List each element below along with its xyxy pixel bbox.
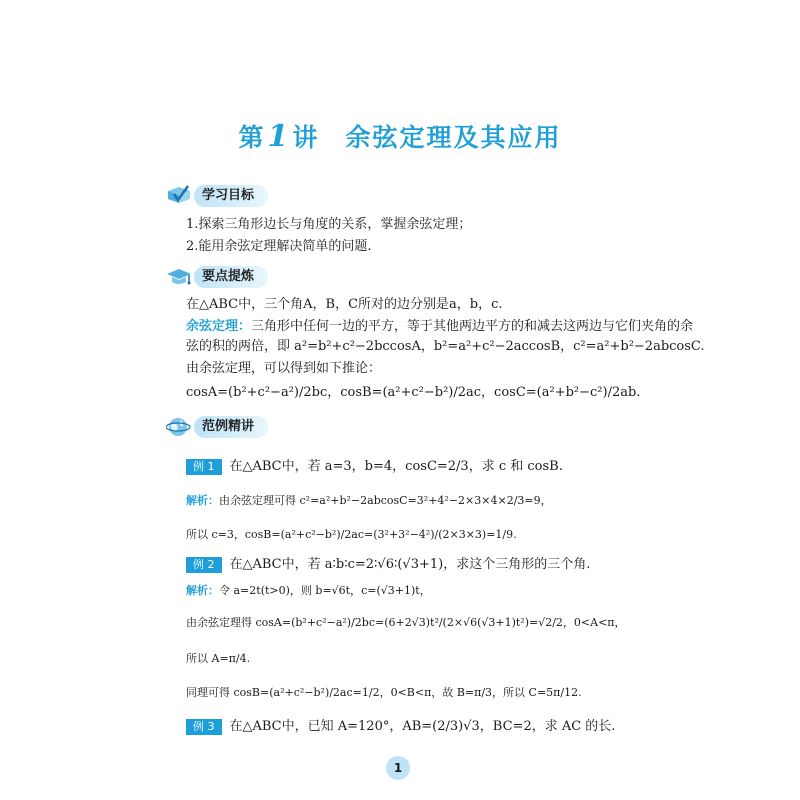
example-1-conclusion: 所以 c=3，cosB=(a²+c²−b²)/2ac=(3²+3²−4²)/(2×3×3)=1/9.: [186, 528, 517, 541]
section-header-goals: [166, 183, 268, 209]
title-prefix: 第: [238, 123, 266, 152]
theorem-formula: 弦的积的两倍，即 a²=b²+c²−2bccosA，b²=a²+c²−2accosB，c²=a²+b²−2abcosC.: [186, 339, 705, 354]
example-tag: 例 3: [186, 719, 222, 735]
title-suffix: 讲: [292, 123, 320, 152]
section-title: 范例精讲: [194, 416, 268, 438]
section-header-examples: [166, 414, 268, 440]
theorem-text: 三角形中任何一边的平方，等于其他两边平方的和减去这两边与它们夹角的余: [251, 319, 694, 334]
theorem-label: 余弦定理：: [186, 319, 252, 334]
example-1-question: [186, 458, 563, 476]
page-title: [0, 118, 800, 154]
analysis-label: 解析：: [186, 494, 219, 507]
section-title: 学习目标: [194, 185, 268, 207]
question-text: 在△ABC中，已知 A=120°，AB=(2/3)√3，BC=2，求 AC 的长.: [229, 719, 616, 734]
analysis-text: 由余弦定理可得 c²=a²+b²−2abcosC=3²+4²−2×3×4×2/3=9，: [219, 494, 552, 507]
example-2-step: 所以 A=π/4.: [186, 652, 251, 665]
corollary-formula: cosA=(b²+c²−a²)/2bc，cosB=(a²+c²−b²)/2ac，cosC=(a²+b²−c²)/2ab.: [186, 385, 641, 400]
question-text: 在△ABC中，若 a=3，b=4，cosC=2/3，求 c 和 cosB.: [229, 459, 563, 474]
theorem-line: [186, 318, 693, 336]
keypoint-line: 在△ABC中，三个角A，B，C所对的边分别是a，b，c.: [186, 297, 503, 312]
graduation-cap-icon: [166, 266, 192, 288]
globe-icon: [166, 416, 192, 438]
example-2-question: [186, 556, 590, 574]
goal-item: 1.探索三角形边长与角度的关系，掌握余弦定理；: [186, 217, 472, 232]
section-header-keypoints: [166, 264, 268, 290]
example-tag: 例 2: [186, 557, 222, 573]
example-3-question: [186, 718, 615, 736]
title-name: 余弦定理及其应用: [345, 123, 562, 152]
analysis-text: 令 a=2t(t>0)，则 b=√6t，c=(√3+1)t，: [219, 584, 431, 597]
example-2-step: 由余弦定理得 cosA=(b²+c²−a²)/2bc=(6+2√3)t²/(2×√6(√3+1)t²)=√2/2，0<A<π，: [186, 616, 626, 629]
question-text: 在△ABC中，若 a∶b∶c=2∶√6∶(√3+1)，求这个三角形的三个角.: [229, 557, 591, 572]
example-2-analysis: [186, 582, 431, 600]
example-1-analysis: [186, 492, 552, 510]
section-title: 要点提炼: [194, 266, 268, 288]
goal-item: 2.能用余弦定理解决简单的问题.: [186, 239, 372, 254]
check-book-icon: [166, 185, 192, 207]
title-number: 1: [267, 119, 291, 154]
example-tag: 例 1: [186, 459, 222, 475]
example-2-step: 同理可得 cosB=(a²+c²−b²)/2ac=1/2，0<B<π，故 B=π/3，所以 C=5π/12.: [186, 686, 582, 699]
page-number: 1: [386, 756, 410, 780]
analysis-label: 解析：: [186, 584, 219, 597]
corollary-intro: 由余弦定理，可以得到如下推论：: [186, 361, 382, 376]
